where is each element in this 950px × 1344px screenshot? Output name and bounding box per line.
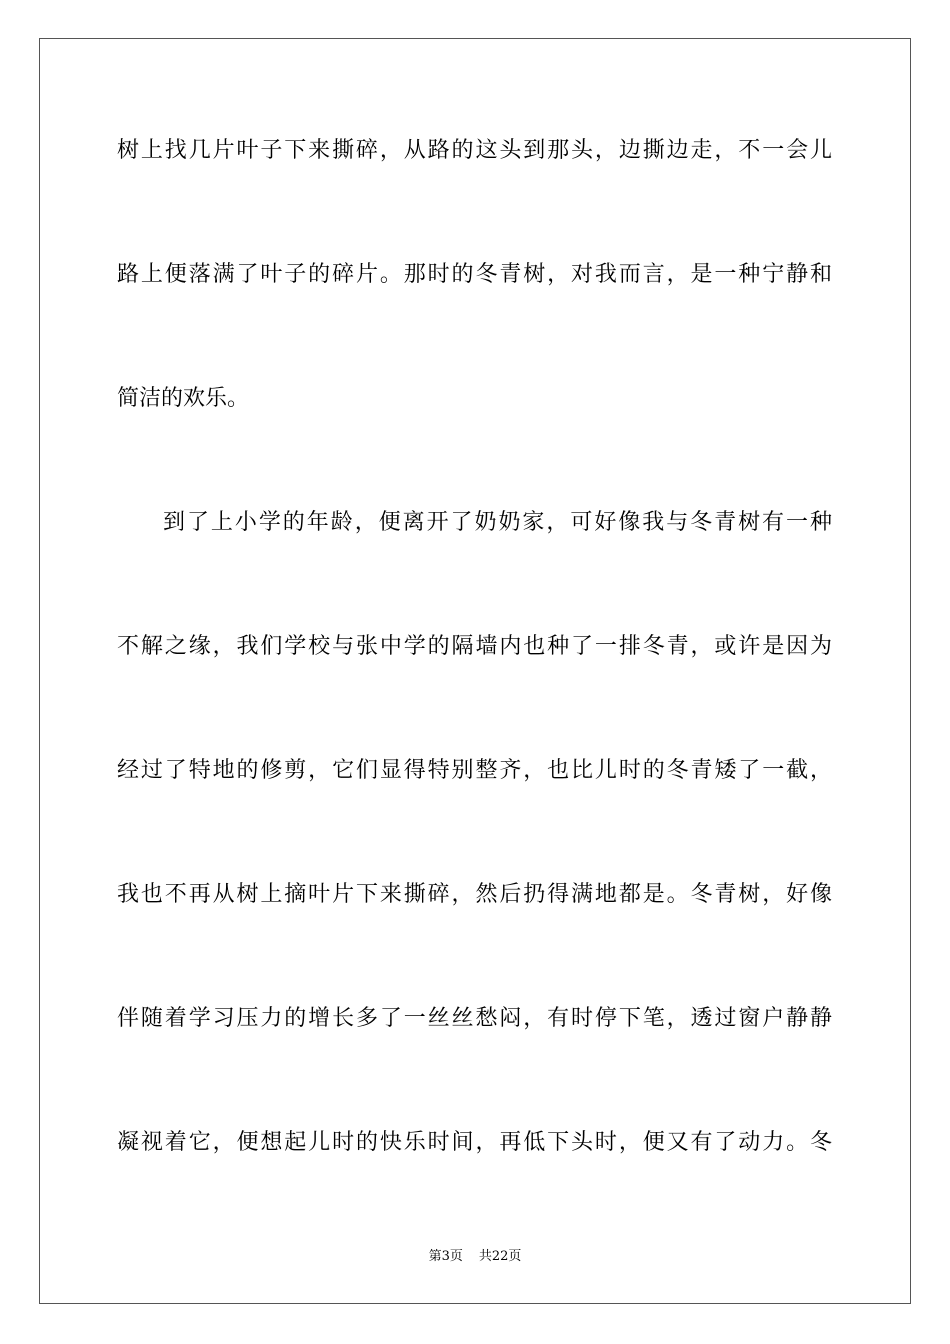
text-line-1: 树上找几片叶子下来撕碎，从路的这头到那头，边撕边走，不一会儿 <box>117 138 832 163</box>
text-line-6: 经过了特地的修剪，它们显得特别整齐，也比儿时的冬青矮了一截， <box>117 758 832 783</box>
page-total: 共22页 <box>478 1249 522 1264</box>
text-line-5: 不解之缘，我们学校与张中学的隔墙内也种了一排冬青，或许是因为 <box>117 634 832 659</box>
text-line-7: 我也不再从树上摘叶片下来撕碎，然后扔得满地都是。冬青树，好像 <box>117 882 832 907</box>
page-footer <box>0 1248 950 1266</box>
text-line-8: 伴随着学习压力的增长多了一丝丝愁闷，有时停下笔，透过窗户静静 <box>117 1006 832 1031</box>
page-number: 第3页 <box>428 1249 463 1264</box>
text-line-4: 到了上小学的年龄，便离开了奶奶家，可好像我与冬青树有一种 <box>163 510 832 535</box>
text-line-3: 简洁的欢乐。 <box>117 386 250 411</box>
page-border <box>39 38 911 1304</box>
text-line-2: 路上便落满了叶子的碎片。那时的冬青树，对我而言，是一种宁静和 <box>117 262 832 287</box>
text-line-9: 凝视着它，便想起儿时的快乐时间，再低下头时，便又有了动力。冬 <box>117 1130 832 1155</box>
